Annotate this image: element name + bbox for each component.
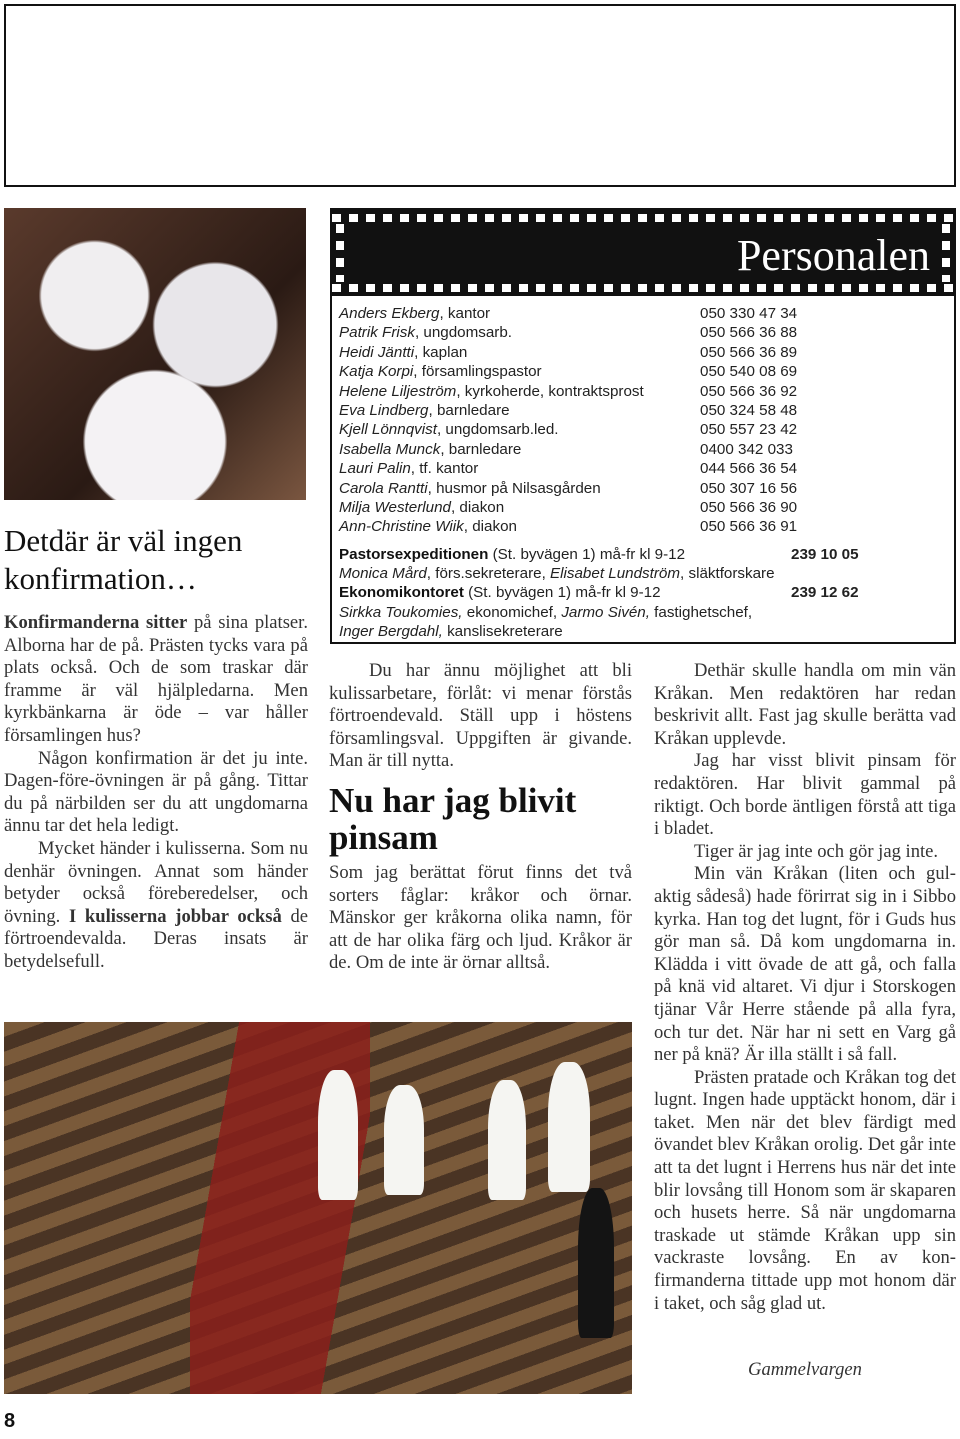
economy-office-phone: 239 12 62 <box>791 584 859 602</box>
left-paragraph-1: Konfirmanderna sitter på sina platser. Alborna har de på. Prästen tycks vara på plats också. Och de som traskar där framme är väl hjälpledarna. Men kyrkbänkarna är öde – var håller församlingen hus? <box>4 612 308 746</box>
staff-name: Katja Korpi <box>339 363 414 381</box>
staff-row <box>339 304 949 323</box>
right-paragraph-2: Jag har visst blivit pinsam för redaktören. Har blivit gammal på riktigt. Och borde äntligen förstå att tiga i bladet. <box>654 750 956 840</box>
staff-row <box>339 382 949 401</box>
staff-row <box>339 479 949 498</box>
staff-role: , diakon <box>463 518 517 536</box>
staff-role: , barnledare <box>440 440 522 458</box>
staff-name: Patrik Frisk <box>339 324 415 342</box>
staff-phone: 044 566 36 54 <box>700 460 798 478</box>
staff-name: Eva Lindberg <box>339 401 429 419</box>
staff-phone: 050 307 16 56 <box>700 479 798 497</box>
staff-role: , tf. kantor <box>410 460 479 478</box>
staff-phone: 050 566 36 91 <box>700 518 798 536</box>
staff-rows <box>339 304 949 537</box>
right-paragraph-3: Tiger är jag inte och gör jag inte. <box>694 840 939 862</box>
staff-name: Isabella Munck <box>339 440 441 458</box>
figure-in-white-robe <box>318 1070 358 1200</box>
staff-name: Ann-Christine Wiik <box>339 518 464 536</box>
staff-phone: 050 566 36 92 <box>700 382 798 400</box>
staff-row <box>339 323 949 342</box>
staff-role: , barnledare <box>428 401 510 419</box>
left-headline: Detdär är väl ingen konfirmation… <box>4 523 243 596</box>
film-strip-bottom <box>332 284 954 292</box>
election-intro: Du har ännu möjlighet att bli kulissarbetare, förlåt: vi menar förstås förtroendevald. Ställ upp i höstens församlingsval. Uppgiften är givande. Man är till nytta. <box>329 660 632 772</box>
staff-title: Personalen <box>736 231 930 280</box>
staff-phone: 050 557 23 42 <box>700 421 798 439</box>
staff-name: Milja Westerlund <box>339 498 451 516</box>
signature: Gammelvargen <box>748 1359 862 1380</box>
staff-phone: 050 566 36 88 <box>700 324 798 342</box>
staff-role: , kantor <box>439 305 491 322</box>
pastors-office-phone: 239 10 05 <box>791 545 859 563</box>
figure-in-white-robe <box>488 1080 526 1200</box>
staff-list <box>339 304 949 642</box>
middle-headline: Nu har jag blivit pinsam <box>329 781 577 857</box>
staff-row <box>339 440 949 459</box>
staff-row <box>339 517 949 536</box>
staff-phone: 0400 342 033 <box>700 440 793 458</box>
film-strip-top <box>332 214 954 222</box>
staff-name: Anders Ekberg <box>339 305 440 322</box>
staff-role: , ungdomsarb.led. <box>436 421 559 439</box>
staff-phone: 050 324 58 48 <box>700 401 798 419</box>
priest-figure <box>578 1188 614 1338</box>
page-number: 8 <box>4 1410 16 1432</box>
staff-role: , ungdomsarb. <box>414 324 513 342</box>
staff-row <box>339 401 949 420</box>
right-article-body <box>654 660 956 1315</box>
staff-phone: 050 330 47 34 <box>700 305 798 322</box>
staff-role: , husmor på Nilsasgården <box>427 479 601 497</box>
staff-row <box>339 420 949 439</box>
staff-role: , kyrkoherde, kontraktsprost <box>456 382 644 400</box>
left-article-body <box>4 612 308 974</box>
staff-phone: 050 566 36 90 <box>700 498 798 516</box>
confirmands-closeup-photo <box>4 208 306 500</box>
staff-phone: 050 566 36 89 <box>700 343 798 361</box>
top-frame <box>4 4 956 187</box>
staff-name: Helene Liljeström <box>339 382 457 400</box>
left-paragraph-3: Mycket händer i kulisserna. Som nu denhär övningen. Annat som händer betyder också föreberedelser, och övning. I kulisserna jobbar också de förtroendevalda. Deras insats är betydelsefull. <box>4 837 308 972</box>
right-paragraph-1: Dethär skulle handla om min vän Kråkan. Men redaktören har redan beskrivit allt. Fast jag skulle berätta vad Kråkan upplevde. <box>654 660 956 749</box>
film-strip-right <box>942 224 950 282</box>
economy-office-staff-1: Sirkka Toukomies, ekonomichef, Jarmo Sivén, fastighetschef, <box>339 603 753 621</box>
staff-phone: 050 540 08 69 <box>700 363 798 381</box>
staff-role: , församlingspastor <box>413 363 542 381</box>
staff-name: Carola Rantti <box>339 479 428 497</box>
staff-header <box>332 210 954 296</box>
right-paragraph-4: Min vän Kråkan (liten och gulaktig sådeså) hade förirrat sig in i Sibbo kyrka. Han tog det lugnt, för i Guds hus gör man så. Då kom ungdomarna in. Klädda i vitt övade de att gå, och falla på knä vid altaret. Vi djur i Storskogen tjänar Vår Herre stående på alla fyra, och tur det. När har ni sett en Varg gå ner på knä? Är illa ställt i så fall. <box>654 863 956 1066</box>
right-paragraph-5: Prästen pratade och Kråkan tog det lugnt. Ingen hade upptäckt honom, där i taket. Men när det blev färdigt med övandet blev Kråkan orolig. Det går inte att ta det lugnt i Herrens hus när det inte blir lovsång till Honom som är skaparen och husets herre. Så när ungdomarna traskade ut stämde Kråkan upp sin vackraste lovsång. En av konfirmanderna tittade upp mot honom där i taket, och såg glad ut. <box>654 1066 956 1314</box>
pastors-office-row: Pastorsexpeditionen (St. byvägen 1) må-fr kl 9-12 239 10 05 <box>339 545 859 563</box>
staff-row <box>339 498 949 517</box>
left-paragraph-2: Någon konfirmation är det ju inte. Dagen-före-övningen är på gång. Tittar du på närbilden ser du att ungdomarna ännu tar det hela ledigt. <box>4 747 308 837</box>
staff-role: , diakon <box>450 498 505 516</box>
staff-row <box>339 459 949 478</box>
staff-name: Heidi Jäntti <box>339 343 415 361</box>
middle-article-body: Som jag berättat förut finns det två sorters fåglar: kråkor och örnar. Mänskor ger kråkorna olika namn, för att de har olika färg och ljud. Kråkor är de. Om de inte är örnar alltså. <box>329 862 632 974</box>
staff-name: Lauri Palin <box>339 460 411 478</box>
staff-role: , kaplan <box>414 343 468 361</box>
staff-row <box>339 362 949 381</box>
figure-in-white-robe <box>548 1062 590 1192</box>
staff-name: Kjell Lönnqvist <box>339 421 437 439</box>
economy-office-row: Ekonomikontoret (St. byvägen 1) må-fr kl 9-12 239 12 62 <box>339 584 859 602</box>
staff-row <box>339 343 949 362</box>
pastors-office-staff: Monica Mård, förs.sekreterare, Elisabet Lundström, släktforskare <box>339 565 775 583</box>
figure-in-white-robe <box>384 1085 424 1195</box>
economy-office-staff-2: Inger Bergdahl, kanslisekreterare <box>339 623 563 641</box>
